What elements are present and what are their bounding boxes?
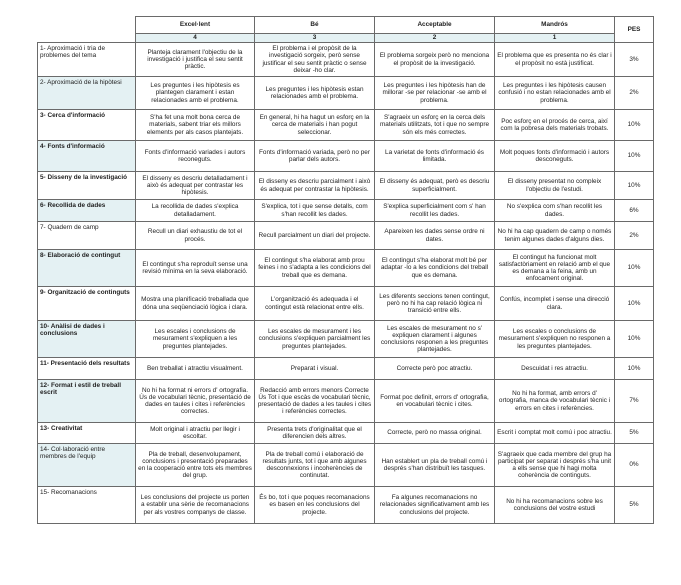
level-cell: Planteja clarament l'objectiu de la investigació i justifica el seu sentit pràctic. <box>136 43 255 77</box>
level-cell: Format poc definit, errors d' ortografia, en vocabulari tècnic i cites. <box>375 380 495 423</box>
level-cell: Correcte, però no massa original. <box>375 423 495 444</box>
level-cell: No hi ha format, amb errors d' ortografia, manca de vocabulari tècnic i errors en cites i referències. <box>495 380 615 423</box>
criterion-label: 13- Creativitat <box>38 423 136 444</box>
level-lazy-header: Mandrós <box>495 17 615 34</box>
table-row <box>38 321 654 358</box>
weight-cell: 2% <box>615 222 654 250</box>
weight-cell: 5% <box>615 487 654 524</box>
weight-cell: 10% <box>615 358 654 380</box>
points-excellent: 4 <box>136 34 255 43</box>
level-cell: Les preguntes i les hipòtesis estan relacionades amb el problema. <box>255 77 375 110</box>
level-cell: El contingut s'ha reproduït sense una revisió mínima en la seva elaboració. <box>136 250 255 287</box>
table-row <box>38 141 654 172</box>
level-cell: El contingut ha funcionat molt satisfactòriament en relació amb el que es demana a la feina, amb un enfocament original. <box>495 250 615 287</box>
level-cell: Molt poques fonts d'informació i autors desconeguts. <box>495 141 615 172</box>
criterion-label: 8- Elaboració de contingut <box>38 250 136 287</box>
criterion-label: 7- Quadern de camp <box>38 222 136 250</box>
table-row <box>38 287 654 321</box>
level-cell: Les escales o conclusions de mesurament s'expliquen no responen a les preguntes plantejades. <box>495 321 615 358</box>
level-cell: Les diferents seccions tenen contingut, però no hi ha cap relació lògica ni transició entre ells. <box>375 287 495 321</box>
level-cell: Recull un diari exhaustiu de tot el procés. <box>136 222 255 250</box>
level-cell: Recull parcialment un diari del projecte. <box>255 222 375 250</box>
weight-cell: 5% <box>615 423 654 444</box>
level-cell: Apareixen les dades sense ordre ni dates. <box>375 222 495 250</box>
level-cell: Les escales de mesurament no s' expliquen clarament i algunes conclusions responen a les preguntes plantejades. <box>375 321 495 358</box>
weight-cell: 10% <box>615 321 654 358</box>
level-cell: Poc esforç en el procés de cerca, així com la pobresa dels materials trobats. <box>495 110 615 141</box>
level-cell: S'explica superficialment com s' han recollit les dades. <box>375 200 495 222</box>
level-cell: Pla de treball comú i elaboració de resultats junts, tot i que amb algunes desconnexions i incoherències de continutat. <box>255 444 375 487</box>
table-row <box>38 77 654 110</box>
table-row <box>38 172 654 200</box>
points-lazy: 1 <box>495 34 615 43</box>
level-cell: No hi ha cap quadern de camp o només tenim algunes dades d'alguns dies. <box>495 222 615 250</box>
criterion-label: 6- Recollida de dades <box>38 200 136 222</box>
level-cell: Confús, incomplet i sense una direcció clara. <box>495 287 615 321</box>
weight-cell: 3% <box>615 43 654 77</box>
criterion-label: 9- Organització de continguts <box>38 287 136 321</box>
level-cell: La varietat de fonts d'informació és limitada. <box>375 141 495 172</box>
level-acceptable-header: Acceptable <box>375 17 495 34</box>
criterion-label: 15- Recomanacions <box>38 487 136 524</box>
level-cell: Fa algunes recomanacions no relacionades significativament amb les conclusions del projecte. <box>375 487 495 524</box>
points-acceptable: 2 <box>375 34 495 43</box>
criterion-label: 10- Anàlisi de dades i conclusions <box>38 321 136 358</box>
level-cell: És bo, tot i que poques recomanacions es basen en les conclusions del projecte. <box>255 487 375 524</box>
rubric-table <box>37 16 654 524</box>
table-row <box>38 487 654 524</box>
level-cell: Redacció amb errors menors Correcte Ús Tot i que escàs de vocabulari tècnic, presentació de dades a les taules i cites i referències correctes. <box>255 380 375 423</box>
level-cell: S'explica, tot i que sense detalls, com s'han recollit les dades. <box>255 200 375 222</box>
level-cell: El disseny es descriu detalladament i això és adequat per contrastar les hipòtesis. <box>136 172 255 200</box>
level-cell: Les escales i conclusions de mesurament s'expliquen a les preguntes plantejades. <box>136 321 255 358</box>
table-row <box>38 250 654 287</box>
level-cell: Les conclusions del projecte us porten a establir una sèrie de recomanacions per als vostres companys de classe. <box>136 487 255 524</box>
criterion-label: 1- Aproximació i tria de problemes del tema <box>38 43 136 77</box>
weight-cell: 10% <box>615 110 654 141</box>
weight-cell: 10% <box>615 250 654 287</box>
criterion-label: 3- Cerca d'informació <box>38 110 136 141</box>
level-cell: No s'explica com s'han recollit les dades. <box>495 200 615 222</box>
weight-cell: 10% <box>615 287 654 321</box>
header-blank <box>38 17 136 43</box>
level-cell: L'organització és adequada i el contingut està relacionat entre ells. <box>255 287 375 321</box>
level-good-header: Bé <box>255 17 375 34</box>
level-cell: El disseny es descriu parcialment i això és adequat per contrastar la hipòtesis. <box>255 172 375 200</box>
level-cell: Mostra una planificació treballada que dóna una seqüenciació lògica i clara. <box>136 287 255 321</box>
table-row <box>38 222 654 250</box>
level-cell: El contingut s'ha elaborat molt bé per adaptar -lo a les condicions del treball que es demana. <box>375 250 495 287</box>
level-cell: Les preguntes i les hipòtesis han de millorar -se per relacionar -se amb el problema. <box>375 77 495 110</box>
level-cell: El problema sorgeix però no menciona el propòsit de la investigació. <box>375 43 495 77</box>
level-excellent-header: Excel·lent <box>136 17 255 34</box>
level-cell: S'agraeix que cada membre del grup ha participat per separat i després s'ha unit a ells sense que hi hagi molta coherència de continguts. <box>495 444 615 487</box>
level-cell: Fonts d'informació variades i autors reconeguts. <box>136 141 255 172</box>
table-row <box>38 444 654 487</box>
level-cell: Descuidat i res atractiu. <box>495 358 615 380</box>
criterion-label: 4- Fonts d'informació <box>38 141 136 172</box>
level-cell: Han establert un pla de treball comú i després s'han distribuït les tasques. <box>375 444 495 487</box>
level-cell: En general, hi ha hagut un esforç en la cerca de materials i han pogut seleccionar. <box>255 110 375 141</box>
level-cell: El disseny presentat no compleix l'objectiu de l'estudi. <box>495 172 615 200</box>
level-cell: S'agraeix un esforç en la cerca dels materials utilitzats, tot i que no sempre són els més correctes. <box>375 110 495 141</box>
level-cell: Les escales de mesurament i les conclusions s'expliquen parcialment les preguntes plantejades. <box>255 321 375 358</box>
level-cell: Pla de treball, desenvolupament, conclusions i presentació preparades en la cooperació entre tots els membres del grup. <box>136 444 255 487</box>
weight-cell: 2% <box>615 77 654 110</box>
level-cell: Molt original i atractiu per llegir i escoltar. <box>136 423 255 444</box>
criterion-label: 14- Col·laboració entre membres de l'equip <box>38 444 136 487</box>
level-cell: Preparat i visual. <box>255 358 375 380</box>
level-cell: Ben treballat i atractiu visualment. <box>136 358 255 380</box>
level-cell: Correcte però poc atractiu. <box>375 358 495 380</box>
weight-cell: 6% <box>615 200 654 222</box>
weight-cell: 0% <box>615 444 654 487</box>
level-cell: Les preguntes i les hipòtesis es plantegen clarament i estan relacionades amb el problema. <box>136 77 255 110</box>
header-row <box>38 17 654 34</box>
table-row <box>38 110 654 141</box>
level-cell: El disseny és adequat, però es descriu superficialment. <box>375 172 495 200</box>
level-cell: S'ha fet una molt bona cerca de materials, sabent triar els millors elements per als casos plantejats. <box>136 110 255 141</box>
level-cell: No hi ha recomanacions sobre les conclusions del vostre estudi <box>495 487 615 524</box>
weight-header: PES <box>615 17 654 43</box>
criterion-label: 5- Disseny de la investigació <box>38 172 136 200</box>
table-row <box>38 43 654 77</box>
criterion-label: 2- Aproximació de la hipòtesi <box>38 77 136 110</box>
weight-cell: 10% <box>615 172 654 200</box>
level-cell: El problema i el propòsit de la investigació sorgeix, però sense justificar el seu sentit pràctic o sense deixar -ho clar. <box>255 43 375 77</box>
criterion-label: 11- Presentació dels resultats <box>38 358 136 380</box>
level-cell: Presenta trets d'originalitat que el diferencien dels altres. <box>255 423 375 444</box>
weight-cell: 7% <box>615 380 654 423</box>
points-good: 3 <box>255 34 375 43</box>
level-cell: No hi ha format ni errors d' ortografia. Ús de vocabulari tècnic, presentació de dades en taules i cites i referències correctes. <box>136 380 255 423</box>
table-row <box>38 423 654 444</box>
level-cell: Escrit i comptat molt comú i poc atractiu. <box>495 423 615 444</box>
table-row <box>38 358 654 380</box>
level-cell: La recollida de dades s'explica detalladament. <box>136 200 255 222</box>
level-cell: Fonts d'informació variada, però no per parlar dels autors. <box>255 141 375 172</box>
weight-cell: 10% <box>615 141 654 172</box>
criterion-label: 12- Format i estil de treball escrit <box>38 380 136 423</box>
level-cell: El problema que es presenta no és clar i el propòsit no està justificat. <box>495 43 615 77</box>
level-cell: El contingut s'ha elaborat amb prou feines i no s'adapta a les condicions del treball que es demana. <box>255 250 375 287</box>
level-cell: Les preguntes i les hipòtesis causen confusió i no estan relacionades amb el problema. <box>495 77 615 110</box>
table-row <box>38 380 654 423</box>
table-row <box>38 200 654 222</box>
